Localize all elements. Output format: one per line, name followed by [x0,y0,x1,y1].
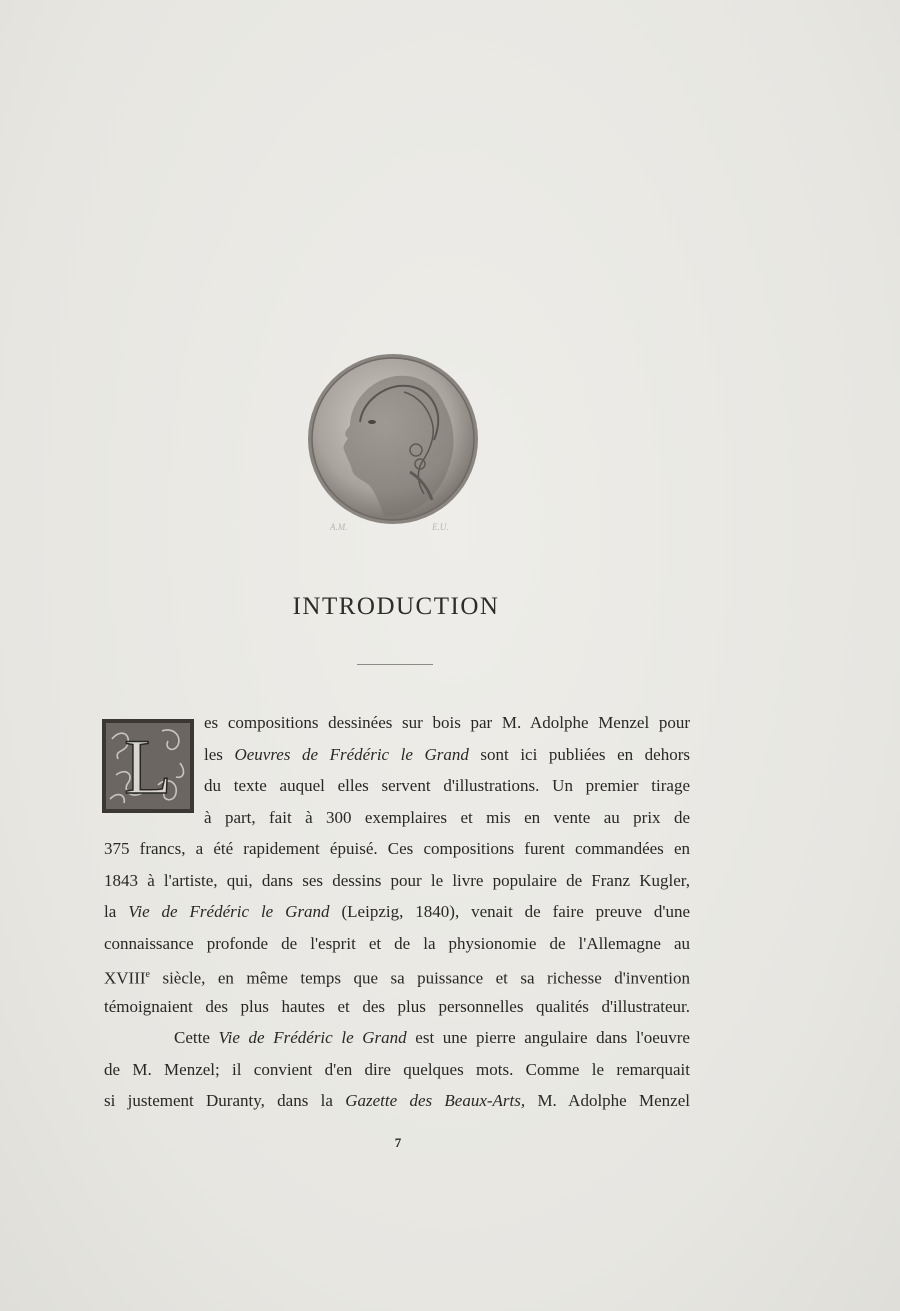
page-title: INTRODUCTION [292,593,500,620]
text-line: de M. Menzel; il convient d'en dire quelques mots. Comme le remarquait [104,1059,690,1079]
text-line: à part, fait à 300 exemplaires et mis en vente au prix de [204,807,690,827]
text-line: 1843 à l'artiste, qui, dans ses dessins pour le livre populaire de Franz Kugler, [104,870,690,890]
text-line: la Vie de Frédéric le Grand (Leipzig, 1840), venait de faire preuve d'une [104,902,690,921]
text-line: témoignaient des plus hautes et des plus personnelles qualités d'illustrateur. [104,996,690,1016]
portrait-medallion [306,352,480,526]
drop-cap-letter: L [124,723,172,810]
text-line: 375 francs, a été rapidement épuisé. Ces compositions furent commandées en [104,839,690,858]
text-line: du texte auquel elles servent d'illustrations. Un premier tirage [204,776,690,795]
title-divider [357,664,433,665]
text-line: les Oeuvres de Frédéric le Grand sont ici publiées en dehors [204,744,690,764]
text-line: si justement Duranty, dans la Gazette des Beaux-Arts, M. Adolphe Menzel [104,1091,690,1110]
text-line: XVIIIe siècle, en même temps que sa puissance et sa richesse d'invention [104,968,690,988]
page-number: 7 [394,1135,402,1150]
engraver-signature-left: A.M. [330,522,348,532]
text-line: connaissance profonde de l'esprit et de la physionomie de l'Allemagne au [104,933,690,953]
text-line: es compositions dessinées sur bois par M. Adolphe Menzel pour [204,713,690,732]
text-line: Cette Vie de Frédéric le Grand est une pierre angulaire dans l'oeuvre [174,1028,690,1047]
body-text [104,707,690,1117]
engraver-signature-right: E.U. [432,522,449,532]
